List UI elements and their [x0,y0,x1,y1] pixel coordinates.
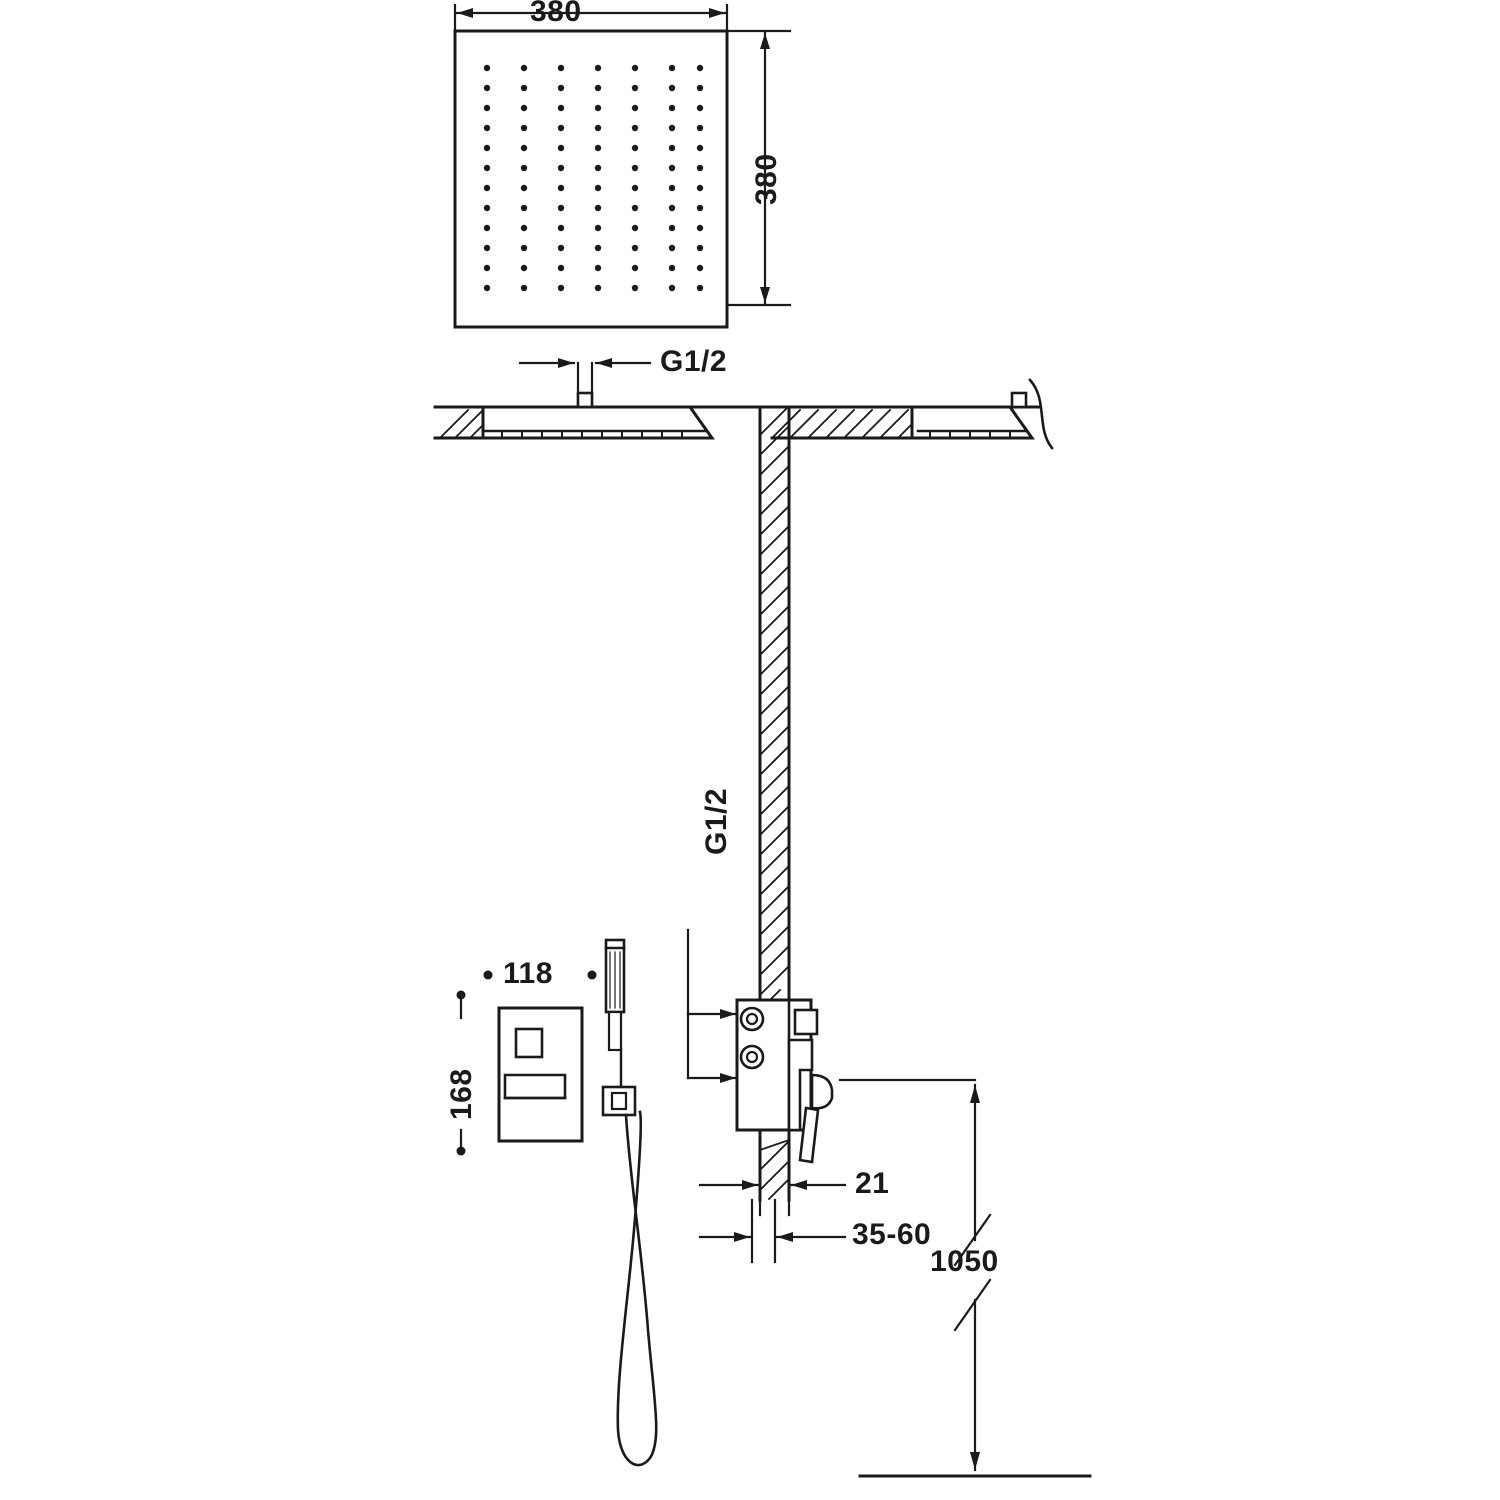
label-embed-depth: 35-60 [852,1218,932,1251]
dimension-projection [700,1150,845,1215]
label-valve-thread: G1/2 [700,787,733,855]
label-projection: 21 [855,1167,890,1200]
concealed-valve-body [737,1000,832,1162]
hand-shower [603,940,656,1465]
dimension-head-width [455,5,727,31]
label-head-height: 380 [750,153,783,205]
dimension-embed-depth [700,1200,845,1262]
trim-plate-front-view [499,1008,582,1141]
dimension-valve-thread [688,930,736,1083]
label-head-width: 380 [530,0,582,28]
label-plate-width: 118 [503,957,553,990]
ceiling-section [435,380,1052,448]
shower-head-top-view [455,31,727,327]
label-plate-height: 168 [445,1068,478,1120]
label-head-thread: G1/2 [660,345,728,378]
label-floor-height: 1050 [930,1245,999,1278]
